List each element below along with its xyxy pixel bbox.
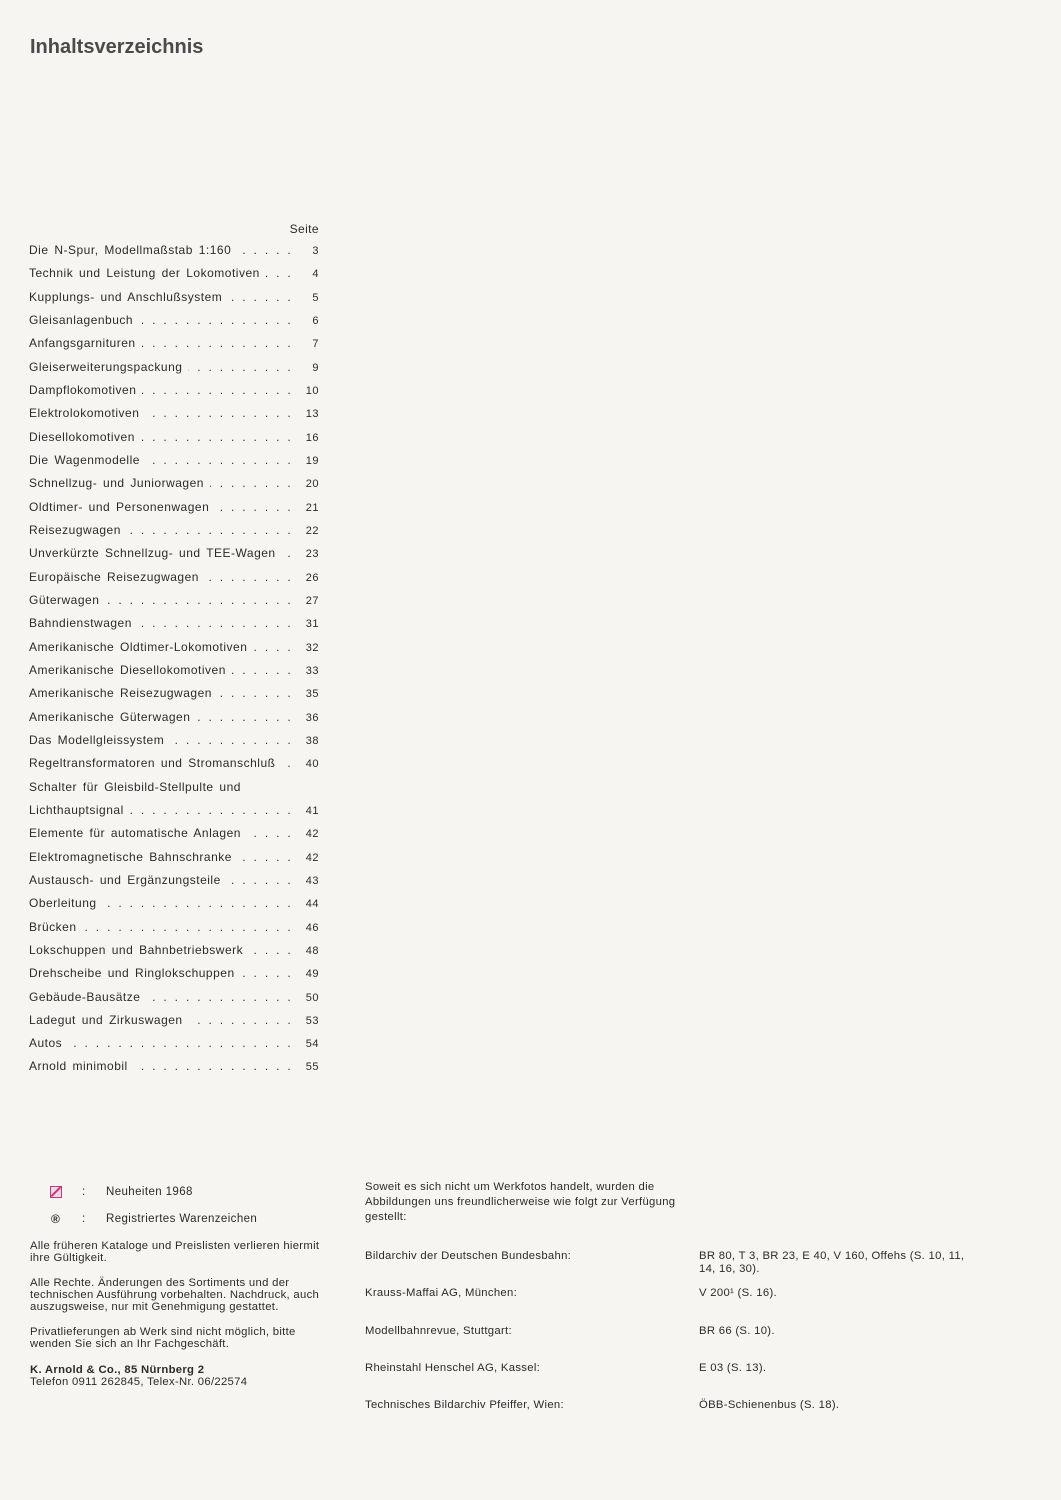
toc-entry <box>29 776 321 799</box>
toc-entry-page: 26 <box>305 571 319 584</box>
toc-entry <box>29 752 321 775</box>
toc-entry <box>29 636 321 659</box>
table-of-contents <box>29 219 321 1079</box>
toc-leader-dots <box>237 239 293 262</box>
toc-entry-title: Die N-Spur, Modellmaßstab 1:160 <box>29 243 232 257</box>
toc-entry-page: 7 <box>312 338 319 351</box>
toc-entry <box>29 426 321 449</box>
new-item-icon <box>50 1186 62 1198</box>
photo-credit-row <box>365 1362 985 1375</box>
toc-leader-dots <box>228 286 293 309</box>
toc-leader-dots <box>238 846 293 869</box>
rights-note: Alle Rechte. Änderungen des Sortiments und der technischen Ausführung vorbehalten. Nachdruck, auch auszugsweise, nur mit Genehmigung gestattet. <box>30 1277 320 1313</box>
toc-entry <box>29 589 321 612</box>
toc-entry-title: Amerikanische Oldtimer-Lokomotiven <box>29 639 248 654</box>
toc-entry <box>29 449 321 472</box>
toc-entry <box>29 706 321 729</box>
legend-registered <box>50 1205 257 1232</box>
toc-entry <box>29 682 321 705</box>
toc-leader-dots <box>103 892 293 915</box>
toc-entry <box>29 402 321 425</box>
toc-entry <box>29 962 321 985</box>
toc-entry <box>29 1009 321 1032</box>
toc-leader-dots <box>146 449 293 472</box>
credit-detail: BR 80, T 3, BR 23, E 40, V 160, Offehs (S. 10, 11, 14, 16, 30). <box>699 1250 965 1275</box>
toc-entry <box>29 1055 321 1078</box>
toc-entry-page: 4 <box>312 268 319 281</box>
toc-entry <box>29 356 321 379</box>
toc-leader-dots <box>215 496 293 519</box>
toc-entry <box>29 799 321 822</box>
toc-entry-page: 10 <box>305 384 319 397</box>
toc-entry-title: Gleiserweiterungspackung <box>29 359 183 374</box>
toc-leader-dots <box>249 939 293 962</box>
toc-leader-dots <box>281 752 293 775</box>
credit-detail: ÖBB-Schienenbus (S. 18). <box>699 1399 840 1411</box>
toc-entry <box>29 612 321 635</box>
toc-entry-title: Schnellzug- und Juniorwagen <box>29 476 204 491</box>
toc-entry <box>29 286 321 309</box>
toc-entry-page: 42 <box>305 851 319 864</box>
toc-entry-page: 54 <box>305 1038 319 1051</box>
toc-entry-page: 50 <box>305 991 319 1004</box>
credit-source: Bildarchiv der Deutschen Bundesbahn: <box>365 1250 572 1262</box>
toc-entry-title: Oberleitung <box>29 896 97 911</box>
credit-source: Technisches Bildarchiv Pfeiffer, Wien: <box>365 1399 564 1411</box>
toc-entry-page: 23 <box>305 548 319 561</box>
toc-leader-dots <box>130 799 293 822</box>
toc-entry-page: 19 <box>305 454 319 467</box>
toc-entry <box>29 239 321 262</box>
toc-entry-title: Technik und Leistung der Lokomotiven <box>29 266 260 281</box>
toc-entry-title: Europäische Reisezugwagen <box>29 569 199 584</box>
toc-entry-page: 27 <box>305 594 319 607</box>
toc-entry-page: 36 <box>305 711 319 724</box>
toc-entry-title: Ladegut und Zirkuswagen <box>29 1012 183 1027</box>
toc-entry-page: 6 <box>312 314 319 327</box>
credit-detail: E 03 (S. 13). <box>699 1362 767 1374</box>
toc-entry <box>29 892 321 915</box>
toc-entry-title: Elektrolokomotiven <box>29 406 140 421</box>
toc-leader-dots <box>196 706 293 729</box>
credit-source: Modellbahnrevue, Stuttgart: <box>365 1325 512 1337</box>
toc-entry-page: 41 <box>305 804 319 817</box>
toc-entry <box>29 332 321 355</box>
toc-entry <box>29 379 321 402</box>
toc-entry-title: Lichthauptsignal <box>29 802 124 817</box>
company-name: K. Arnold & Co., 85 Nürnberg 2 <box>30 1364 205 1376</box>
toc-leader-dots <box>139 309 293 332</box>
toc-entry-title: Anfangsgarnituren <box>29 336 136 351</box>
toc-entry-page: 21 <box>305 501 319 514</box>
credit-source: Krauss-Maffai AG, München: <box>365 1287 518 1299</box>
toc-entry-page: 32 <box>305 641 319 654</box>
toc-leader-dots <box>145 402 293 425</box>
toc-entry-page: 46 <box>305 921 319 934</box>
toc-entry-title: Unverkürzte Schnellzug- und TEE-Wagen <box>29 546 276 561</box>
toc-leader-dots <box>227 869 293 892</box>
photo-credit-row <box>365 1250 985 1275</box>
legend-new-label: Neuheiten 1968 <box>106 1185 193 1198</box>
toc-entry <box>29 496 321 519</box>
toc-entry <box>29 986 321 1009</box>
toc-entry-title: Schalter für Gleisbild-Stellpulte und <box>29 779 241 794</box>
photo-credit-row <box>365 1287 985 1300</box>
toc-entry-title: Elektromagnetische Bahnschranke <box>29 849 232 864</box>
toc-entry-title: Amerikanische Reisezugwagen <box>29 686 212 701</box>
toc-leader-dots <box>105 589 293 612</box>
toc-entry <box>29 262 321 285</box>
company-contact: Telefon 0911 262845, Telex-Nr. 06/22574 <box>30 1376 248 1388</box>
photo-credit-row <box>365 1325 985 1338</box>
toc-entry-title: Amerikanische Diesellokomotiven <box>29 662 226 677</box>
toc-entry <box>29 659 321 682</box>
toc-entry-title: Drehscheibe und Ringlokschuppen <box>29 966 235 981</box>
toc-leader-dots <box>232 659 293 682</box>
validity-note: Alle früheren Kataloge und Preislisten verlieren hiermit ihre Gültigkeit. <box>30 1240 320 1264</box>
toc-leader-dots <box>266 262 293 285</box>
toc-entry-page: 48 <box>305 944 319 957</box>
photo-credit-row <box>365 1399 985 1412</box>
toc-leader-dots <box>68 1032 293 1055</box>
toc-entry-page: 49 <box>305 968 319 981</box>
toc-entry <box>29 566 321 589</box>
toc-entry-page: 5 <box>312 291 319 304</box>
toc-entry-page: 55 <box>305 1061 319 1074</box>
toc-leader-dots <box>189 1009 293 1032</box>
toc-entry <box>29 542 321 565</box>
toc-leader-dots <box>210 472 293 495</box>
toc-entry-title: Elemente für automatische Anlagen <box>29 826 241 841</box>
toc-entry-page: 13 <box>305 408 319 421</box>
toc-leader-dots <box>142 379 293 402</box>
toc-entry-title: Das Modellgleissystem <box>29 732 165 747</box>
toc-entry <box>29 846 321 869</box>
toc-leader-dots <box>282 542 293 565</box>
toc-leader-dots <box>142 332 293 355</box>
toc-entry-title: Dampflokomotiven <box>29 382 137 397</box>
toc-entry-page: 3 <box>312 245 319 257</box>
toc-entry-page: 22 <box>305 524 319 537</box>
toc-leader-dots <box>138 612 293 635</box>
toc-leader-dots <box>205 566 293 589</box>
toc-entry-page: 35 <box>305 688 319 701</box>
credit-detail: V 200¹ (S. 16). <box>699 1287 777 1299</box>
toc-entry-title: Autos <box>29 1036 63 1051</box>
toc-entry-page: 9 <box>312 361 319 374</box>
toc-entry <box>29 916 321 939</box>
toc-entry-page: 53 <box>305 1014 319 1027</box>
photo-credits-intro: Soweit es sich nicht um Werkfotos handelt, wurden die Abbildungen uns freundlicherweise wie folgt zur Verfügung gestellt: <box>365 1181 676 1223</box>
toc-leader-dots <box>170 729 293 752</box>
toc-entry-title: Lokschuppen und Bahnbetriebswerk <box>29 942 244 957</box>
legend-registered-label: Registriertes Warenzeichen <box>106 1212 258 1225</box>
toc-entry-title: Oldtimer- und Personenwagen <box>29 499 210 514</box>
toc-entry <box>29 1032 321 1055</box>
toc-entry-title: Kupplungs- und Anschlußsystem <box>29 289 223 304</box>
toc-leader-dots <box>218 682 293 705</box>
toc-entry-page: 43 <box>305 874 319 887</box>
page-title: Inhaltsverzeichnis <box>30 36 204 58</box>
toc-entry <box>29 309 321 332</box>
legend <box>50 1178 257 1232</box>
toc-entry-page: 31 <box>305 618 319 631</box>
toc-page-column-header: Seite <box>289 222 319 236</box>
legend-colon: : <box>82 1185 86 1198</box>
toc-list <box>29 239 321 1079</box>
toc-entry-title: Güterwagen <box>29 592 100 607</box>
toc-entry <box>29 822 321 845</box>
toc-entry-title: Diesellokomotiven <box>29 429 135 444</box>
toc-leader-dots <box>127 519 293 542</box>
toc-leader-dots <box>134 1055 293 1078</box>
toc-leader-dots <box>83 916 293 939</box>
credit-detail: BR 66 (S. 10). <box>699 1325 775 1337</box>
toc-entry-page: 44 <box>305 898 319 911</box>
toc-entry-page: 20 <box>305 478 319 491</box>
toc-entry-title: Arnold minimobil <box>29 1059 128 1074</box>
toc-leader-dots <box>188 356 293 379</box>
toc-entry-title: Gebäude-Bausätze <box>29 989 141 1004</box>
toc-entry <box>29 472 321 495</box>
notes <box>30 1240 340 1388</box>
toc-leader-dots <box>247 822 293 845</box>
toc-entry-title: Amerikanische Güterwagen <box>29 709 191 724</box>
delivery-note: Privatlieferungen ab Werk sind nicht möglich, bitte wenden Sie sich an Ihr Fachgeschäft. <box>30 1326 296 1350</box>
toc-entry-title: Brücken <box>29 919 77 934</box>
toc-entry <box>29 939 321 962</box>
toc-entry-page: 42 <box>305 828 319 841</box>
toc-entry <box>29 729 321 752</box>
toc-entry-title: Regeltransformatoren und Stromanschluß <box>29 756 276 771</box>
toc-entry-title: Die Wagenmodelle <box>29 452 140 467</box>
toc-entry-title: Reisezugwagen <box>29 522 121 537</box>
toc-leader-dots <box>253 636 293 659</box>
credit-source: Rheinstahl Henschel AG, Kassel: <box>365 1362 541 1374</box>
legend-new <box>50 1178 257 1205</box>
toc-entry <box>29 869 321 892</box>
registered-trademark-icon: ® <box>51 1211 61 1226</box>
toc-entry-title: Gleisanlagenbuch <box>29 312 134 327</box>
toc-entry-title: Austausch- und Ergänzungsteile <box>29 872 221 887</box>
toc-entry-page: 33 <box>305 664 319 677</box>
legend-colon: : <box>82 1212 86 1225</box>
toc-entry-page: 16 <box>305 431 319 444</box>
toc-entry-page: 40 <box>305 758 319 771</box>
toc-leader-dots <box>141 426 293 449</box>
toc-leader-dots <box>241 962 293 985</box>
toc-leader-dots <box>146 986 293 1009</box>
toc-entry <box>29 519 321 542</box>
toc-entry-title: Bahndienstwagen <box>29 616 132 631</box>
toc-entry-page: 38 <box>305 734 319 747</box>
